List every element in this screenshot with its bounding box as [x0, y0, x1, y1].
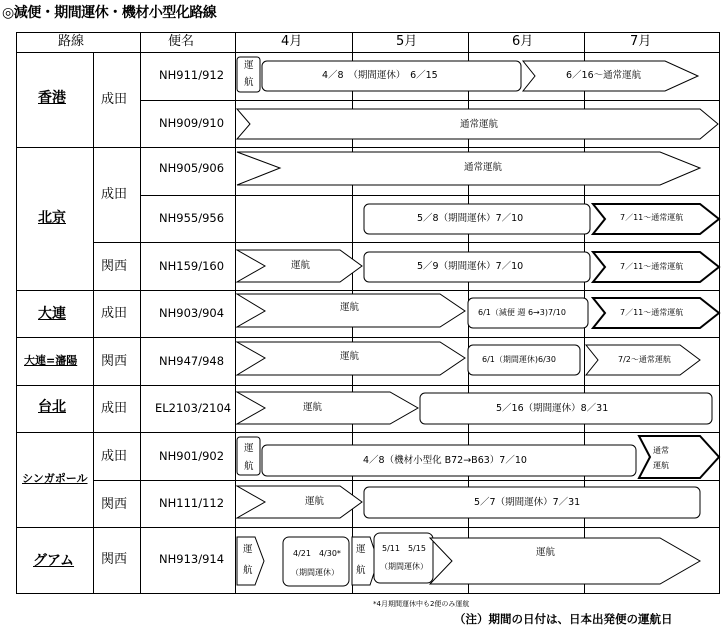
normal-label: 7/2～通常運航: [618, 355, 671, 364]
airport-narita: 成田: [101, 187, 128, 202]
header-month-jul: 7月: [630, 34, 652, 49]
airport-kansai: 関西: [101, 259, 128, 274]
operate-label: 航: [243, 565, 253, 576]
normal-label: 通常: [653, 446, 669, 455]
suspend-label: 5／7（期間運休）7／31: [474, 497, 581, 508]
normal-label: 通常運航: [460, 119, 499, 130]
city-dalian-shenyang: 大連=瀋陽: [24, 354, 78, 367]
flight-number: NH159/160: [159, 259, 225, 273]
suspend-dates: 4/21 4/30*: [293, 549, 341, 558]
airport-narita: 成田: [101, 92, 128, 107]
normal-label: 7／11～通常運航: [620, 262, 684, 271]
normal-label: 6／16～通常運航: [566, 70, 642, 81]
airport-kansai: 関西: [101, 354, 128, 369]
header-month-may: 5月: [396, 34, 418, 49]
footer-note: （注）期間の日付は、日本出発便の運航日: [454, 612, 673, 626]
city-singapore: シンガポール: [22, 472, 88, 485]
header-month-apr: 4月: [281, 34, 303, 49]
operate-label: 運航: [536, 547, 556, 558]
operate-label: 航: [356, 565, 366, 576]
suspend-label: 6/1（期間運休)6/30: [482, 355, 556, 364]
operate-label: 航: [244, 461, 254, 472]
suspend-box: [283, 537, 349, 586]
suspend-label: 5／9（期間運休）7／10: [417, 261, 524, 272]
normal-label: 運航: [653, 461, 669, 470]
operate-label: 運: [356, 544, 366, 555]
city-taipei: 台北: [38, 399, 66, 415]
operate-label: 運: [243, 544, 253, 555]
header-route: 路線: [58, 34, 85, 49]
suspend-label: 5／8（期間運休）7／10: [417, 213, 524, 224]
flight-number: NH955/956: [159, 211, 225, 225]
header-month-jun: 6月: [512, 34, 534, 49]
flight-number: NH947/948: [159, 354, 225, 368]
airport-kansai: 関西: [101, 497, 128, 512]
suspend-box: [374, 533, 433, 583]
airport-narita: 成田: [101, 401, 128, 416]
flight-number: NH901/902: [159, 449, 225, 463]
city-dalian: 大連: [38, 306, 66, 322]
suspend-label: （期間運休）: [291, 568, 339, 577]
normal-label: 7／11～通常運航: [620, 308, 684, 317]
operate-arrow: [237, 486, 362, 518]
flight-number: NH913/914: [159, 552, 225, 566]
operate-label: 運: [244, 443, 254, 454]
flight-number: NH911/912: [159, 68, 225, 82]
operate-label: 航: [244, 77, 254, 88]
city-hongkong: 香港: [38, 90, 66, 106]
flight-number: NH903/904: [159, 306, 225, 320]
operate-arrow: [237, 392, 418, 424]
suspend-dates: 5/11 5/15: [382, 544, 426, 553]
header-flight: 便名: [168, 34, 195, 49]
page-title: ◎減便・期間運休・機材小型化路線: [2, 5, 217, 21]
suspend-label: （期間運休）: [380, 562, 428, 571]
city-guam: グアム: [33, 553, 75, 569]
flight-number: EL2103/2104: [155, 401, 232, 415]
normal-label: 通常運航: [464, 162, 503, 173]
normal-arrow: [639, 436, 719, 478]
flight-number: NH111/112: [159, 496, 225, 510]
operate-label: 運航: [305, 496, 325, 507]
operate-label: 運航: [340, 302, 360, 313]
operate-label: 運航: [303, 402, 323, 413]
reduce-label: 6/1（減便 週 6→3)7/10: [478, 308, 566, 317]
downsize-label: 4／8（機材小型化 B72→B63）7／10: [363, 455, 527, 466]
operate-label: 運: [244, 60, 254, 71]
flight-number: NH909/910: [159, 116, 225, 130]
operate-label: 運航: [340, 351, 360, 362]
footnote: *4月期間運休中も2便のみ運航: [373, 600, 470, 608]
suspend-label: 4／8 （期間運休） 6／15: [322, 70, 438, 81]
airport-narita: 成田: [101, 449, 128, 464]
flight-number: NH905/906: [159, 161, 225, 175]
city-beijing: 北京: [38, 210, 66, 226]
normal-label: 7／11～通常運航: [620, 213, 684, 222]
operate-arrow: [430, 538, 700, 584]
suspend-label: 5／16（期間運休）8／31: [496, 403, 609, 414]
airport-narita: 成田: [101, 306, 128, 321]
operate-label: 運航: [291, 260, 311, 271]
airport-kansai: 関西: [101, 552, 128, 567]
